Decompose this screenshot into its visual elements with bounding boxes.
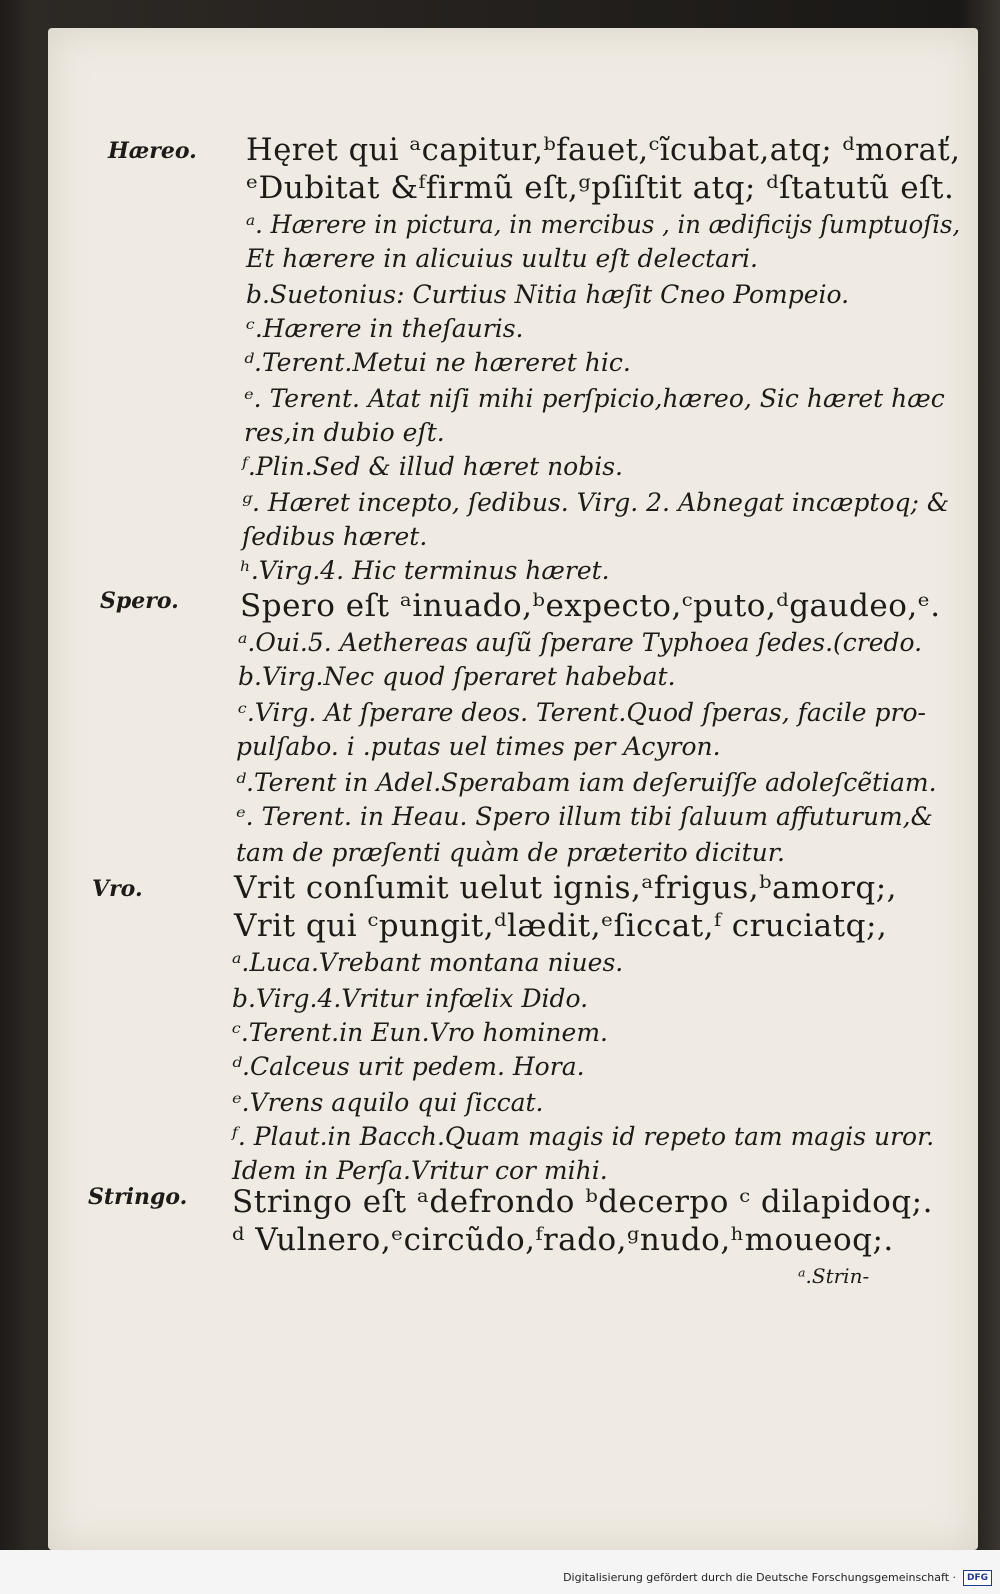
text-line: tam de præſenti quàm de præterito dicitur. bbox=[236, 838, 785, 867]
text-line: ᵈ.Terent in Adel.Sperabam iam deſeruiſſe adoleſcẽtiam. bbox=[236, 768, 937, 797]
text-line: ᵍ. Hæret incepto, ſedibus. Virg. 2. Abnegat incæptoq; & bbox=[242, 488, 950, 517]
marginal-word-vro: Vro. bbox=[92, 876, 143, 902]
text-line: Vrit conſumit uelut ignis,ᵃfrigus,ᵇamorq;, bbox=[234, 870, 898, 906]
text-line: ᵉ. Terent. in Heau. Spero illum tibi ſaluum affuturum,& bbox=[236, 802, 933, 831]
text-line: b.Suetonius: Curtius Nitia hæſit Cneo Pompeio. bbox=[246, 280, 850, 309]
text-line: ᶠ.Plin.Sed & illud hæret nobis. bbox=[242, 452, 624, 481]
text-line: Idem in Perſa.Vritur cor mihi. bbox=[232, 1156, 608, 1185]
text-line: ᵃ.Luca.Vrebant montana niues. bbox=[232, 948, 624, 977]
marginal-word-haereo: Hæreo. bbox=[108, 138, 197, 164]
page-text-block bbox=[48, 28, 978, 1550]
text-line: pulſabo. i .putas uel times per Acyron. bbox=[236, 732, 721, 761]
text-line: ᵉ.Vrens aquilo qui ſiccat. bbox=[232, 1088, 544, 1117]
text-line: ᶜ.Terent.in Eun.Vro hominem. bbox=[232, 1018, 608, 1047]
text-line: Et hærere in alicuius uultu eſt delectari. bbox=[246, 244, 758, 273]
text-line: ᵈ.Terent.Metui ne hæreret hic. bbox=[244, 348, 631, 377]
catchword: ᵃ.Strin- bbox=[798, 1264, 870, 1288]
text-line: ᶠ. Plaut.in Bacch.Quam magis id repeto tam magis uror. bbox=[232, 1122, 935, 1151]
text-line: ſedibus hæret. bbox=[242, 522, 428, 551]
text-line: b.Virg.Nec quod ſperaret habebat. bbox=[238, 662, 676, 691]
text-line: b.Virg.4.Vritur infœlix Dido. bbox=[232, 984, 589, 1013]
text-line: ᵃ. Hærere in pictura, in mercibus , in ædificijs ſumptuoſis, bbox=[246, 210, 961, 239]
dfg-logo: DFG bbox=[963, 1570, 992, 1586]
text-line: ᵉDubitat &ᶠfirmũ eſt,ᵍpſiſtit atq; ᵈſtatutũ eſt. bbox=[246, 170, 955, 206]
marginal-word-stringo: Stringo. bbox=[88, 1184, 188, 1210]
text-line: Hęret qui ᵃcapitur,ᵇfauet,ᶜĩcubat,atq; ᵈmorať, bbox=[246, 132, 961, 168]
text-line: ᵃ.Oui.5. Aethereas auſũ ſperare Typhoea ſedes.(credo. bbox=[238, 628, 923, 657]
text-line: ᵉ. Terent. Atat niſi mihi perſpicio,hæreo, Sic hæret hæc bbox=[244, 384, 945, 413]
text-line: Vrit qui ᶜpungit,ᵈlædit,ᵉſiccat,ᶠ cruciatq;, bbox=[234, 908, 888, 944]
text-line: ᵈ.Calceus urit pedem. Hora. bbox=[232, 1052, 585, 1081]
text-line: ᶜ.Virg. At ſperare deos. Terent.Quod ſperas, facile pro- bbox=[238, 698, 926, 727]
text-line: ᶜ.Hærere in theſauris. bbox=[246, 314, 524, 343]
text-line: ᵈ Vulnero,ᵉcircũdo,ᶠrado,ᵍnudo,ʰmoueoq;. bbox=[232, 1222, 894, 1258]
text-line: ʰ.Virg.4. Hic terminus hæret. bbox=[240, 556, 610, 585]
text-line: Spero eſt ᵃinuado,ᵇexpecto,ᶜputo,ᵈgaudeo,ᵉ. bbox=[240, 588, 941, 624]
text-line: Stringo eſt ᵃdefrondo ᵇdecerpo ᶜ dilapidoq;. bbox=[232, 1184, 933, 1220]
marginal-word-spero: Spero. bbox=[100, 588, 179, 614]
footer-credit: Digitalisierung gefördert durch die Deutsche Forschungsgemeinschaft · bbox=[563, 1571, 956, 1584]
text-line: res,in dubio eſt. bbox=[244, 418, 445, 447]
book-page bbox=[48, 28, 978, 1550]
